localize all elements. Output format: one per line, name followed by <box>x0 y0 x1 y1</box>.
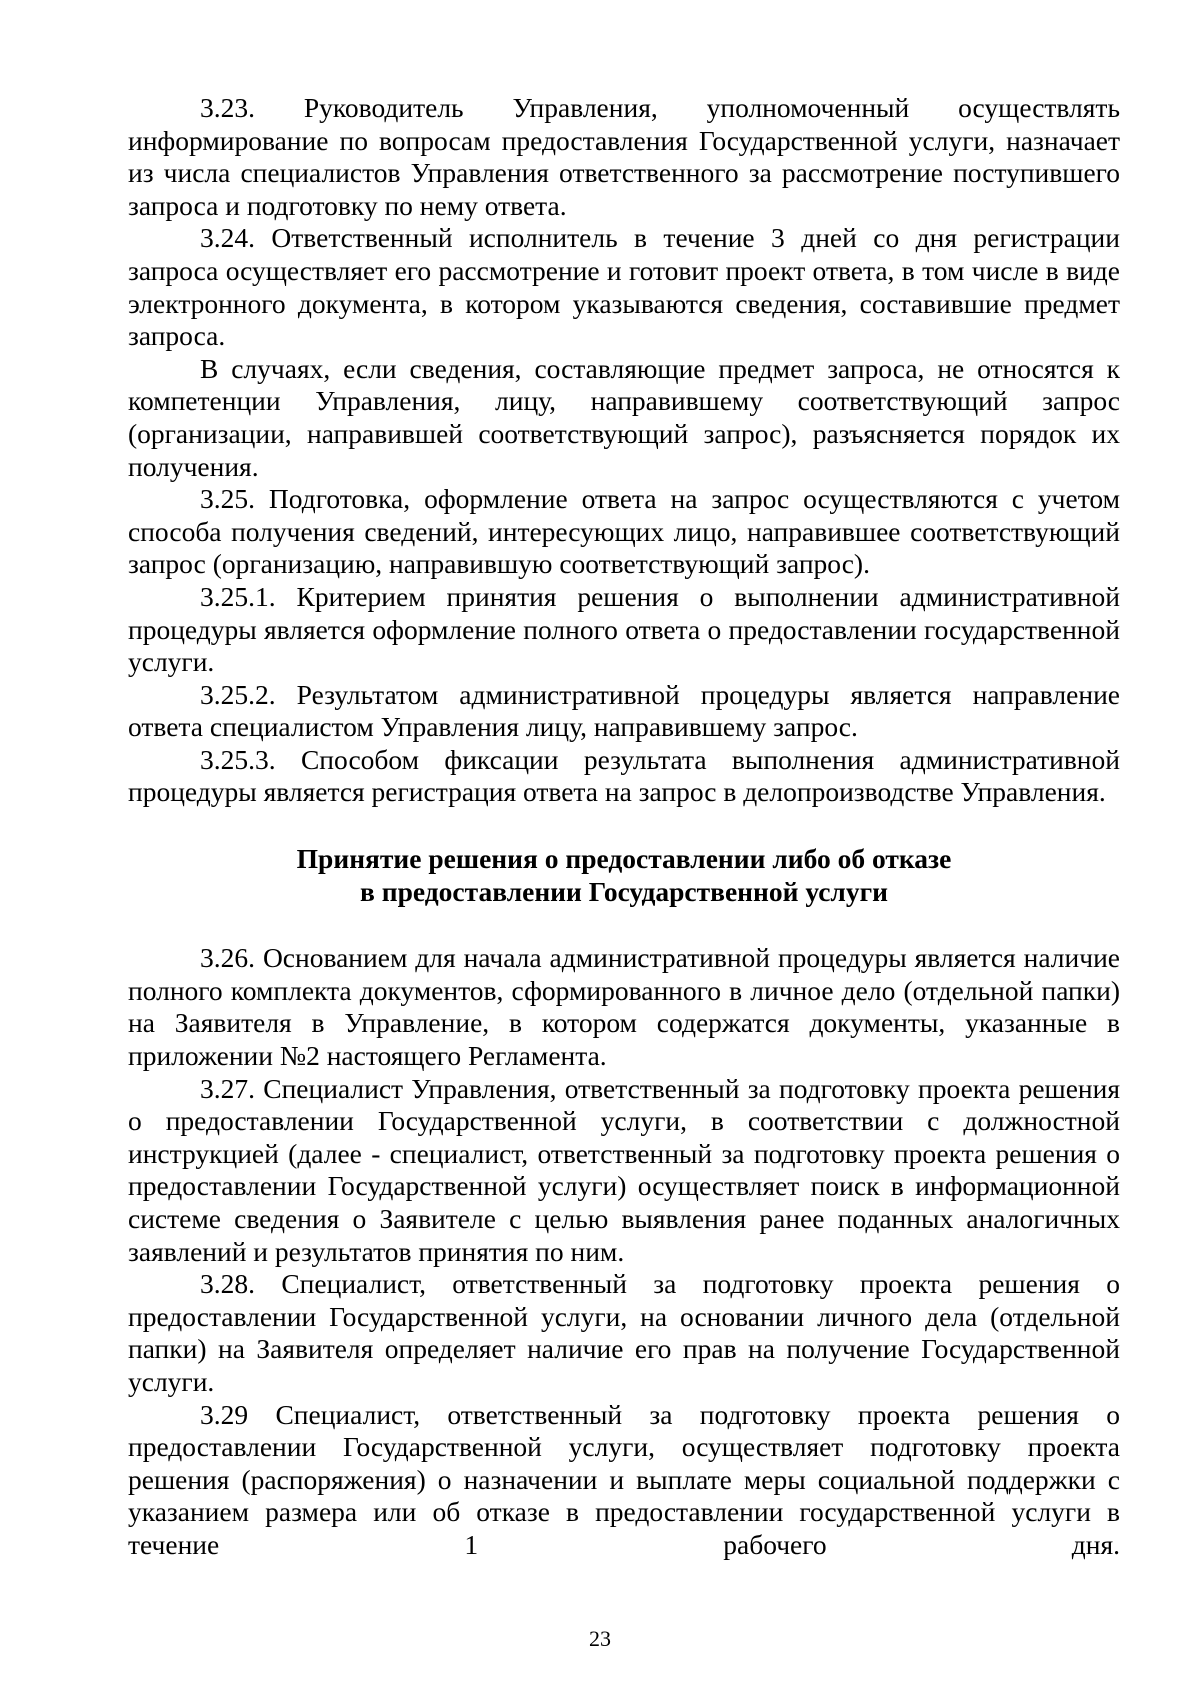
paragraph-3-29: 3.29 Специалист, ответственный за подготовку проекта решения о предоставлении Государственной услуги, осуществляет подготовку проекта решения (распоряжения) о назначении и выплате меры социальной поддержки с указанием размера или об отказе в предоставлении государственной услуги в течение 1 рабочего дня. <box>128 1398 1120 1560</box>
paragraph-3-25-2: 3.25.2. Результатом административной процедуры является направление ответа специалистом Управления лицу, направившему запрос. <box>128 678 1120 743</box>
paragraph-competence: В случаях, если сведения, составляющие предмет запроса, не относятся к компетенции Управления, лицу, направившему соответствующий запрос (организации, направившей соответствующий запрос), разъясняется порядок их получения. <box>128 352 1120 482</box>
paragraph-3-25-1: 3.25.1. Критерием принятия решения о выполнении административной процедуры является оформление полного ответа о предоставлении государственной услуги. <box>128 580 1120 678</box>
paragraph-3-23: 3.23. Руководитель Управления, уполномоченный осуществлять информирование по вопросам предоставления Государственной услуги, назначает из числа специалистов Управления ответственного за рассмотрение поступившего запроса и подготовку по нему ответа. <box>128 92 1120 221</box>
paragraph-3-24: 3.24. Ответственный исполнитель в течение 3 дней со дня регистрации запроса осуществляет его рассмотрение и готовит проект ответа, в том числе в виде электронного документа, в котором указываются сведения, составившие предмет запроса. <box>128 222 1120 352</box>
paragraph-3-26: 3.26. Основанием для начала административной процедуры является наличие полного комплекта документов, сформированного в личное дело (отдельной папки) на Заявителя в Управление, в котором содержатся документы, указанные в приложении №2 настоящего Регламента. <box>128 942 1120 1072</box>
paragraph-3-25: 3.25. Подготовка, оформление ответа на запрос осуществляются с учетом способа получения сведений, интересующих лицо, направившее соответствующий запрос (организацию, направившую соответствующий запрос). <box>128 483 1120 580</box>
section-heading-line-2: в предоставлении Государственной услуги <box>360 875 888 907</box>
paragraph-3-25-3: 3.25.3. Способом фиксации результата выполнения административной процедуры является регистрация ответа на запрос в делопроизводстве Управления. <box>128 743 1120 808</box>
page-number: 23 <box>589 1626 611 1651</box>
section-heading <box>128 843 1120 908</box>
document-body <box>128 92 1120 1562</box>
paragraph-3-27: 3.27. Специалист Управления, ответственный за подготовку проекта решения о предоставлении Государственной услуги, в соответствии с должностной инструкцией (далее - специалист, ответственный за подготовку проекта решения о предоставлении Государственной услуги) осуществляет поиск в информационной системе сведения о Заявителе с целью выявления ранее поданных аналогичных заявлений и результатов принятия по ним. <box>128 1072 1120 1267</box>
section-heading-line-1: Принятие решения о предоставлении либо об отказе <box>296 843 952 875</box>
paragraph-3-28: 3.28. Специалист, ответственный за подготовку проекта решения о предоставлении Государственной услуги, на основании личного дела (отдельной папки) на Заявителя определяет наличие его прав на получение Государственной услуги. <box>128 1268 1120 1397</box>
